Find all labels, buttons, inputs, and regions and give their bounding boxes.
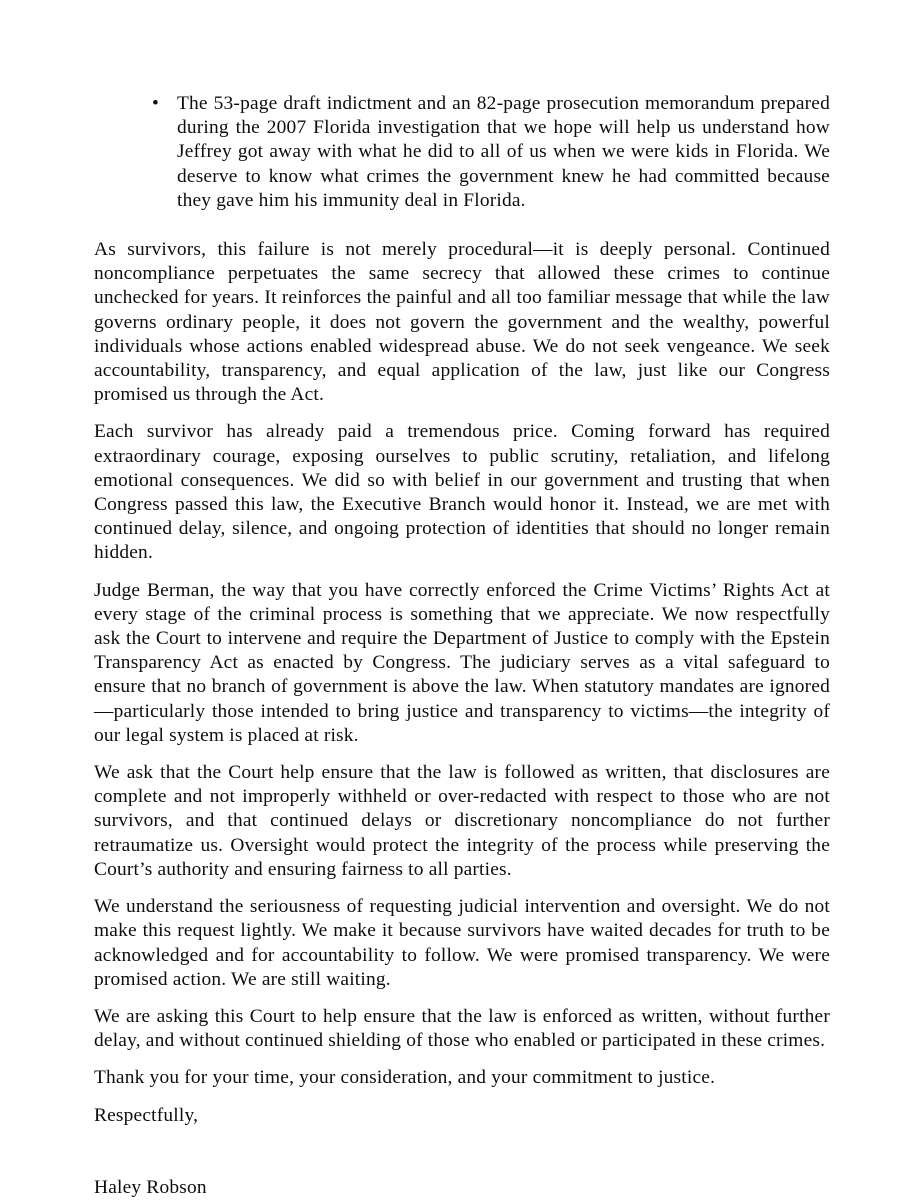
list-item-text: The 53-page draft indictment and an 82-page prosecution memorandum prepared during the 2007 Florida investigation that we hope will help us understand how Jeffrey got away with what he did to all of us when we were kids in Florida. We deserve to know what crimes the government knew he had committed because they gave him his immunity deal in Florida. [177, 93, 830, 211]
paragraph-thank-you: Thank you for your time, your consideration, and your commitment to justice. [94, 1067, 716, 1089]
signature-name: Haley Robson [94, 1176, 207, 1198]
paragraph-as-survivors: As survivors, this failure is not merely procedural—it is deeply personal. Continued noncompliance perpetuates the same secrecy that allowed these crimes to continue unchecked for years. It reinforces the painful and all too familiar message that while the law governs ordinary people, it does not govern the government and the wealthy, powerful individuals whose actions enabled widespread abuse. We do not seek vengeance. We seek accountability, transparency, and equal application of the law, just like our Congress promised us through the Act. [94, 239, 830, 406]
bullet-point-icon: • [152, 93, 159, 114]
paragraph-we-understand: We understand the seriousness of requesting judicial intervention and oversight. We do not make this request lightly. We make it because survivors have waited decades for truth to be acknowledged and for accountability to follow. We were promised transparency. We were promised action. We are still waiting. [94, 896, 830, 990]
closing-salutation: Respectfully, [94, 1104, 199, 1126]
paragraph-we-ask-court: We ask that the Court help ensure that the law is followed as written, that disclosures are complete and not improperly withheld or over-redacted with respect to those who are not survivors, and that continued delays or discretionary noncompliance do not further retraumatize us. Oversight would protect the integrity of the process while preserving the Court’s authority and ensuring fairness to all parties. [94, 762, 830, 880]
paragraph-judge-berman: Judge Berman, the way that you have correctly enforced the Crime Victims’ Rights Act at every stage of the criminal process is something that we appreciate. We now respectfully ask the Court to intervene and require the Department of Justice to comply with the Epstein Transparency Act as enacted by Congress. The judiciary serves as a vital safeguard to ensure that no branch of government is above the law. When statutory mandates are ignored—particularly those intended to bring justice and transparency to victims—the integrity of our legal system is placed at risk. [94, 579, 830, 746]
list-item [94, 92, 830, 213]
paragraph-we-are-asking: We are asking this Court to help ensure that the law is enforced as written, without further delay, and without continued shielding of those who enabled or participated in these crimes. [94, 1005, 830, 1052]
document-body [94, 92, 830, 1200]
evidence-bullet-list [94, 92, 830, 213]
signature-block [94, 1176, 830, 1200]
paragraph-each-survivor: Each survivor has already paid a tremendous price. Coming forward has required extraordinary courage, exposing ourselves to public scrutiny, retaliation, and lifelong emotional consequences. We did so with belief in our government and trusting that when Congress passed this law, the Executive Branch would honor it. Instead, we are met with continued delay, silence, and ongoing protection of identities that should no longer remain hidden. [94, 421, 830, 564]
